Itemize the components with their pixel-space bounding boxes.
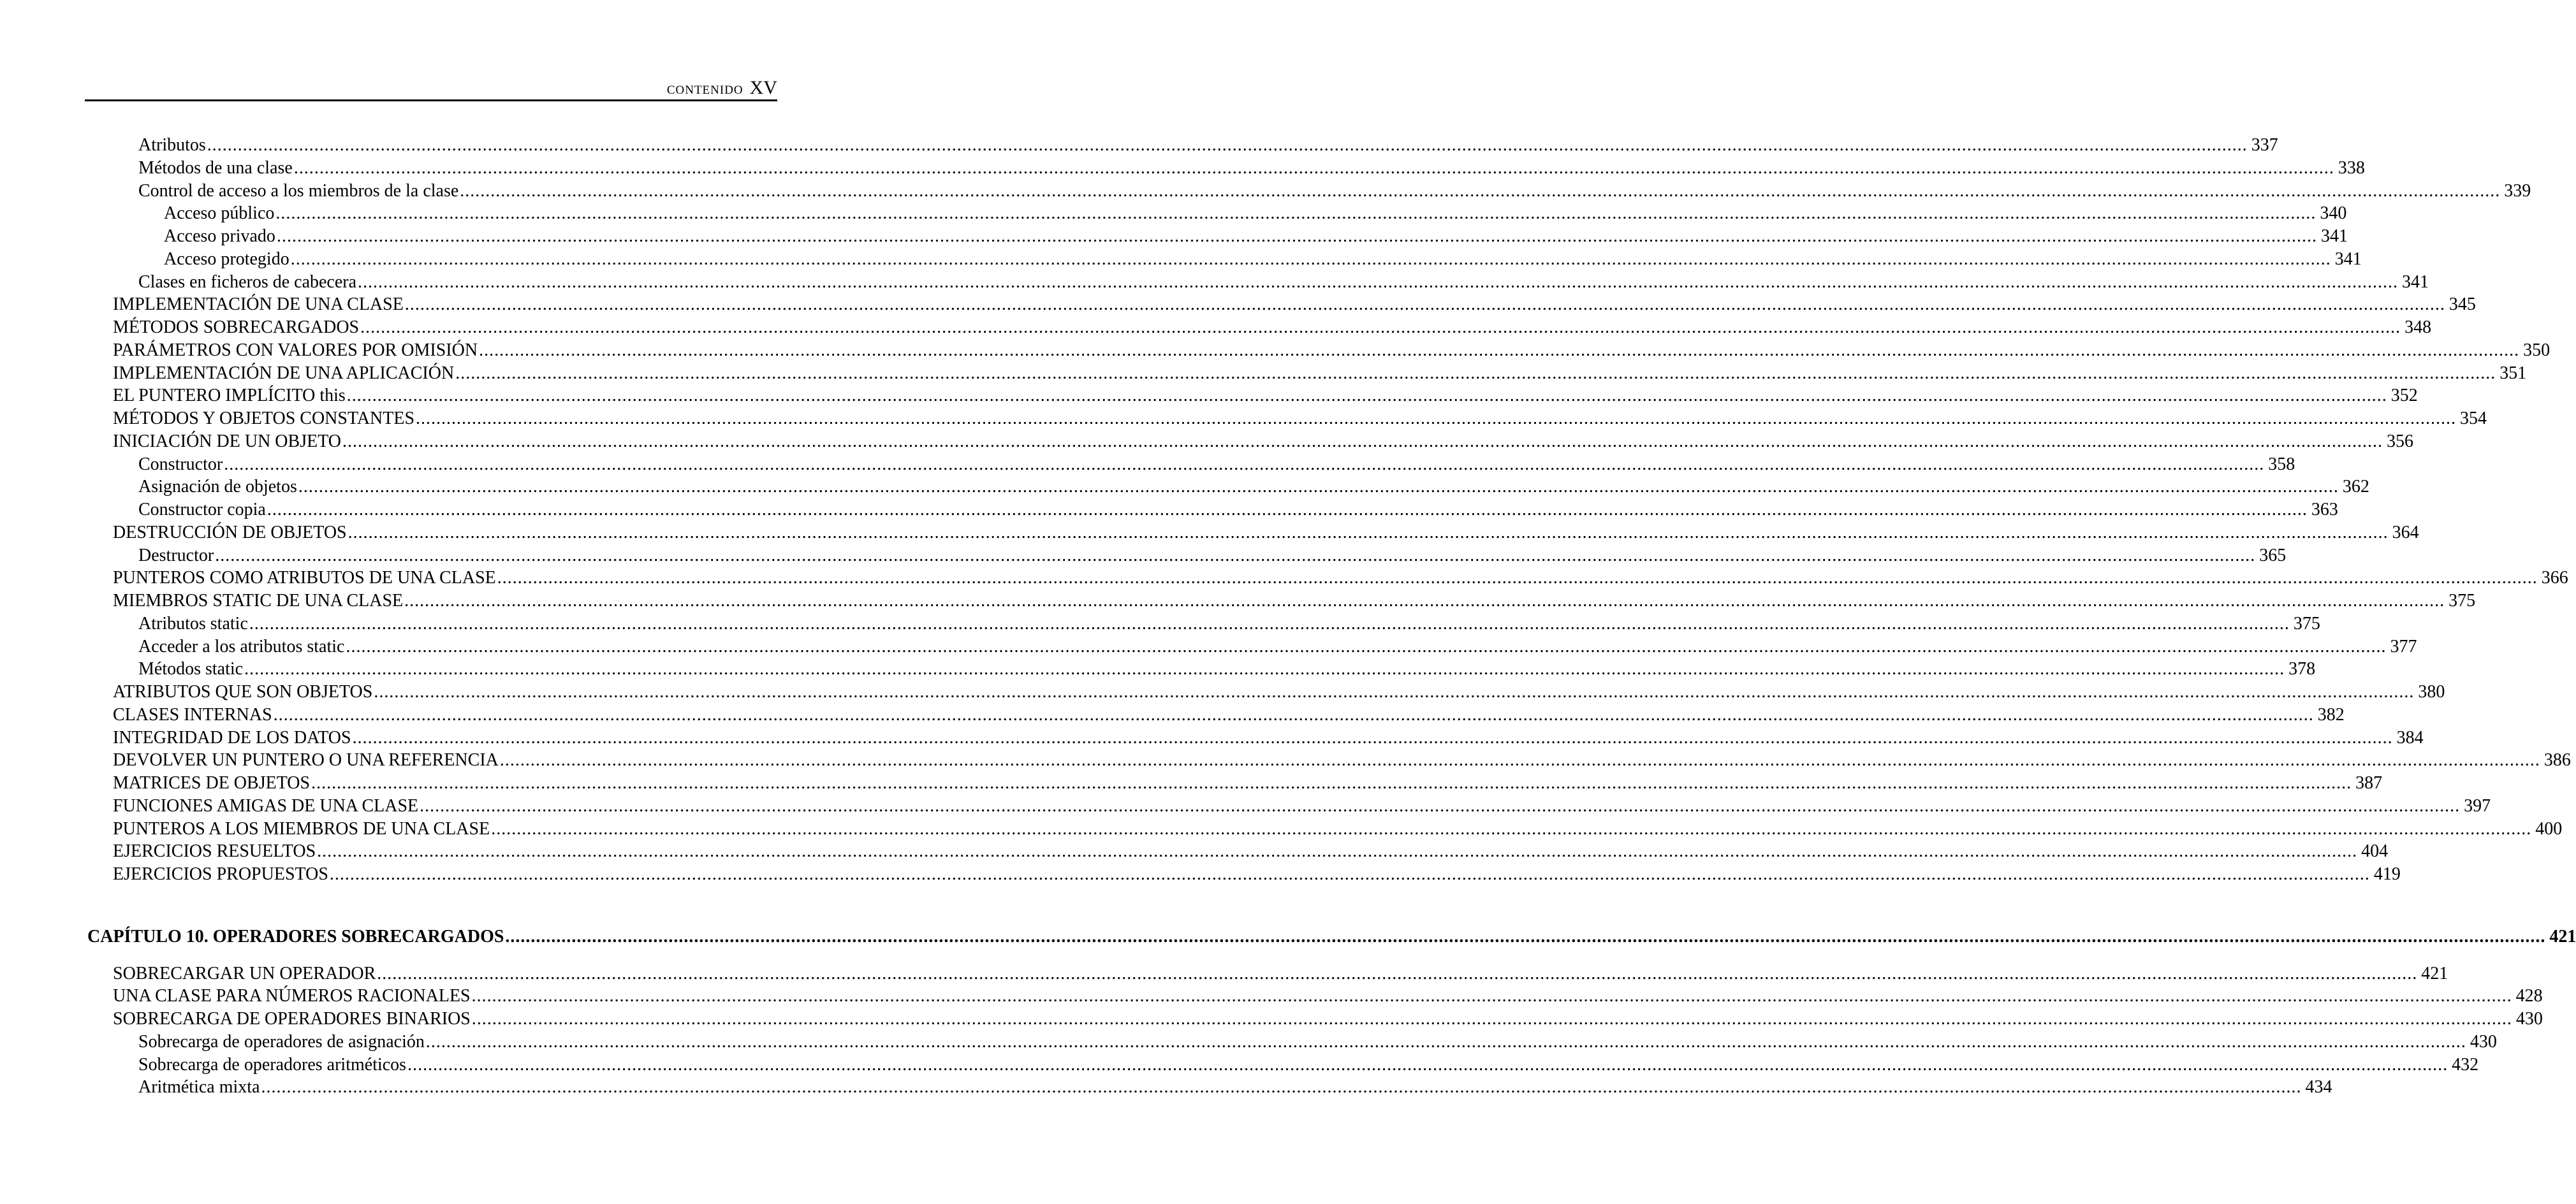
toc-entry-title: MÉTODOS Y OBJETOS CONSTANTES	[113, 409, 415, 428]
toc-entry	[138, 1077, 2332, 1098]
toc-entry	[113, 431, 2414, 453]
toc-leader-dots: ................................................................................................................................................................................................................................................................................................................................................................................................................	[471, 986, 2512, 1006]
toc-entry	[113, 385, 2418, 407]
toc-leader-dots: ................................................................................................................................................................................................................................................................................................................................................................................................................	[499, 750, 2540, 771]
toc-leader-dots: ................................................................................................................................................................................................................................................................................................................................................................................................................	[215, 545, 2256, 565]
toc-leader-dots: ................................................................................................................................................................................................................................................................................................................................................................................................................	[455, 363, 2496, 383]
toc-leader-dots: ................................................................................................................................................................................................................................................................................................................................................................................................................	[358, 272, 2399, 292]
toc-leader-dots: ................................................................................................................................................................................................................................................................................................................................................................................................................	[404, 591, 2445, 611]
toc-entry-page: 384	[2396, 727, 2424, 748]
toc-entry-page: 387	[2355, 773, 2383, 793]
toc-entry-page: 363	[2311, 500, 2338, 519]
toc-entry-page: 338	[2338, 157, 2365, 178]
toc-entry-title: MÉTODOS SOBRECARGADOS	[113, 317, 360, 337]
toc-entry-title: PUNTEROS A LOS MIEMBROS DE UNA CLASE	[113, 818, 490, 839]
toc-entry-title: Sobrecarga de operadores de asignación	[138, 1031, 425, 1052]
toc-entry-page: 375	[2448, 591, 2476, 611]
toc-entry	[113, 408, 2487, 430]
toc-entry	[138, 476, 2369, 498]
toc-entry-page: 354	[2460, 409, 2487, 428]
toc-entry-page: 365	[2259, 545, 2287, 565]
toc-entry	[113, 864, 2401, 885]
toc-leader-dots: ................................................................................................................................................................................................................................................................................................................................................................................................................	[497, 568, 2538, 588]
toc-leader-dots: ................................................................................................................................................................................................................................................................................................................................................................................................................	[261, 1077, 2302, 1098]
toc-entry-page: 356	[2387, 431, 2414, 451]
toc-entry-page: 345	[2448, 294, 2476, 315]
toc-entry-page: 397	[2464, 795, 2491, 816]
toc-entry	[164, 226, 2348, 247]
toc-entry-title: Aritmética mixta	[138, 1077, 260, 1098]
running-header-label: CONTENIDO	[666, 83, 743, 97]
toc-entry	[138, 545, 2287, 567]
toc-entry	[113, 818, 2563, 840]
toc-leader-dots: ................................................................................................................................................................................................................................................................................................................................................................................................................	[505, 926, 2546, 947]
toc-entry-page: 337	[2251, 135, 2278, 155]
toc-entry-title: Métodos de una clase	[138, 157, 293, 178]
toc-entry-page: 348	[2404, 317, 2432, 337]
toc-entry-page: 421	[2549, 926, 2576, 947]
toc-leader-dots: ................................................................................................................................................................................................................................................................................................................................................................................................................	[290, 249, 2331, 269]
toc-entry-page: 352	[2390, 386, 2418, 406]
toc-entry-title: Acceso protegido	[164, 249, 289, 269]
toc-entry-title: PARÁMETROS CON VALORES POR OMISIÓN	[113, 340, 478, 360]
toc-entry-page: 386	[2543, 750, 2571, 771]
toc-entry	[113, 317, 2432, 338]
toc-entry-title: Control de acceso a los miembros de la clase	[138, 180, 459, 201]
toc-entry-page: 341	[2320, 226, 2348, 246]
toc-leader-dots: ................................................................................................................................................................................................................................................................................................................................................................................................................	[377, 963, 2418, 983]
toc-entry-page: 419	[2373, 864, 2401, 884]
toc-entry-title: CLASES INTERNAS	[113, 704, 272, 725]
toc-entry-page: 377	[2390, 636, 2417, 656]
toc-leader-dots: ................................................................................................................................................................................................................................................................................................................................................................................................................	[293, 157, 2334, 178]
toc-leader-dots: ................................................................................................................................................................................................................................................................................................................................................................................................................	[329, 864, 2370, 884]
toc-entry	[113, 522, 2419, 544]
toc-entry	[113, 681, 2445, 703]
toc-entry	[113, 704, 2345, 726]
toc-entry	[113, 795, 2491, 817]
toc-entry	[138, 658, 2316, 680]
toc-leader-dots: ................................................................................................................................................................................................................................................................................................................................................................................................................	[479, 340, 2520, 360]
toc-entry	[138, 134, 2278, 156]
toc-entry	[113, 363, 2527, 384]
toc-leader-dots: ................................................................................................................................................................................................................................................................................................................................................................................................................	[342, 431, 2383, 451]
toc-entry	[138, 1054, 2479, 1076]
toc-leader-dots: ................................................................................................................................................................................................................................................................................................................................................................................................................	[273, 704, 2314, 725]
toc-entry-title: Constructor	[138, 454, 223, 474]
toc-leader-dots: ................................................................................................................................................................................................................................................................................................................................................................................................................	[207, 135, 2248, 155]
toc-entry	[113, 963, 2448, 985]
toc-entry	[113, 567, 2568, 589]
toc-entry-page: 358	[2268, 454, 2295, 474]
toc-entry	[138, 636, 2417, 658]
toc-entry-title: EJERCICIOS PROPUESTOS	[113, 864, 328, 884]
toc-entry	[113, 590, 2476, 612]
toc-entry-title: SOBRECARGAR UN OPERADOR	[113, 963, 376, 983]
toc-entry	[138, 272, 2429, 293]
toc-entry	[113, 772, 2383, 794]
toc-entry-title: FUNCIONES AMIGAS DE UNA CLASE	[113, 795, 419, 816]
toc-entry	[138, 180, 2531, 202]
toc-leader-dots: ................................................................................................................................................................................................................................................................................................................................................................................................................	[374, 682, 2415, 702]
toc-entry-page: 341	[2402, 272, 2429, 292]
toc-chapter-entry	[87, 926, 2576, 948]
toc-entry-page: 432	[2452, 1054, 2479, 1075]
toc-entry-title: MATRICES DE OBJETOS	[113, 773, 311, 793]
toc-entry-page: 421	[2421, 963, 2448, 983]
toc-entry-page: 351	[2499, 363, 2527, 383]
toc-entry-page: 366	[2541, 568, 2568, 588]
toc-entry-title: DEVOLVER UN PUNTERO O UNA REFERENCIA	[113, 750, 499, 771]
toc-entry-page: 339	[2504, 180, 2531, 201]
toc-entry-title: PUNTEROS COMO ATRIBUTOS DE UNA CLASE	[113, 568, 496, 588]
toc-entry-title: EJERCICIOS RESUELTOS	[113, 841, 316, 862]
page-number: XV	[749, 77, 777, 98]
toc-entry	[113, 294, 2476, 316]
toc-entry-title: UNA CLASE PARA NÚMEROS RACIONALES	[113, 986, 471, 1006]
toc-leader-dots: ................................................................................................................................................................................................................................................................................................................................................................................................................	[425, 1031, 2466, 1052]
toc-entry-title: INTEGRIDAD DE LOS DATOS	[113, 727, 351, 748]
toc-entry-title: INICIACIÓN DE UN OBJETO	[113, 431, 342, 451]
toc-entry	[113, 340, 2550, 361]
toc-entry-title: EL PUNTERO IMPLÍCITO this	[113, 386, 346, 406]
toc-entry	[164, 249, 2362, 270]
toc-entry-page: 340	[2320, 203, 2347, 224]
toc-entry-title: IMPLEMENTACIÓN DE UNA APLICACIÓN	[113, 363, 455, 383]
toc-leader-dots: ................................................................................................................................................................................................................................................................................................................................................................................................................	[420, 795, 2461, 816]
toc-entry	[138, 454, 2295, 475]
toc-entry-page: 434	[2305, 1077, 2332, 1098]
toc-leader-dots: ................................................................................................................................................................................................................................................................................................................................................................................................................	[407, 1054, 2448, 1075]
toc-entry	[138, 613, 2320, 635]
toc-leader-dots: ................................................................................................................................................................................................................................................................................................................................................................................................................	[460, 180, 2501, 201]
toc-leader-dots: ................................................................................................................................................................................................................................................................................................................................................................................................................	[311, 773, 2352, 793]
toc-entry-page: 428	[2515, 986, 2543, 1006]
toc-entry-title: Acceder a los atributos static	[138, 636, 345, 656]
toc-leader-dots: ................................................................................................................................................................................................................................................................................................................................................................................................................	[276, 226, 2317, 246]
toc-entry-title: Acceso público	[164, 203, 275, 224]
toc-entry	[113, 727, 2424, 749]
toc-leader-dots: ................................................................................................................................................................................................................................................................................................................................................................................................................	[267, 500, 2308, 519]
toc-entry-page: 350	[2523, 340, 2550, 360]
toc-leader-dots: ................................................................................................................................................................................................................................................................................................................................................................................................................	[348, 522, 2389, 542]
toc-entry-title: Asignación de objetos	[138, 477, 297, 497]
toc-entry-title: Sobrecarga de operadores aritméticos	[138, 1054, 407, 1075]
toc-entry	[113, 841, 2389, 862]
toc-entry	[113, 750, 2571, 771]
toc-entry-page: 362	[2342, 477, 2369, 497]
running-header	[85, 75, 777, 101]
toc-entry-title: Atributos static	[138, 613, 248, 634]
toc-entry-title: CAPÍTULO 10. OPERADORES SOBRECARGADOS	[87, 926, 504, 947]
toc-leader-dots: ................................................................................................................................................................................................................................................................................................................................................................................................................	[346, 636, 2387, 656]
toc-entry-title: Destructor	[138, 545, 214, 565]
toc-entry-title: ATRIBUTOS QUE SON OBJETOS	[113, 682, 373, 702]
toc-entry-title: Métodos static	[138, 659, 244, 679]
toc-leader-dots: ................................................................................................................................................................................................................................................................................................................................................................................................................	[471, 1009, 2512, 1029]
toc-entry-title: SOBRECARGA DE OPERADORES BINARIOS	[113, 1009, 471, 1029]
toc-leader-dots: ................................................................................................................................................................................................................................................................................................................................................................................................................	[416, 409, 2457, 428]
header-rule	[85, 99, 777, 101]
toc-entry	[138, 499, 2338, 521]
toc-leader-dots: ................................................................................................................................................................................................................................................................................................................................................................................................................	[224, 454, 2265, 474]
toc-entry-title: Atributos	[138, 135, 206, 155]
toc-entry-page: 341	[2334, 249, 2362, 269]
toc-entry-page: 430	[2470, 1031, 2497, 1052]
toc-entry-title: MIEMBROS STATIC DE UNA CLASE	[113, 591, 404, 611]
toc-leader-dots: ................................................................................................................................................................................................................................................................................................................................................................................................................	[317, 841, 2358, 862]
toc-entry-title: IMPLEMENTACIÓN DE UNA CLASE	[113, 294, 404, 315]
toc-leader-dots: ................................................................................................................................................................................................................................................................................................................................................................................................................	[298, 477, 2339, 497]
toc-entry-page: 364	[2392, 522, 2419, 542]
toc-leader-dots: ................................................................................................................................................................................................................................................................................................................................................................................................................	[244, 659, 2285, 679]
toc-entry-page: 375	[2293, 613, 2320, 634]
toc-entry-title: Clases en ficheros de cabecera	[138, 272, 357, 292]
toc-entry-page: 378	[2288, 659, 2316, 679]
toc-leader-dots: ................................................................................................................................................................................................................................................................................................................................................................................................................	[352, 727, 2393, 748]
toc-leader-dots: ................................................................................................................................................................................................................................................................................................................................................................................................................	[491, 818, 2532, 839]
toc-entry-title: Acceso privado	[164, 226, 275, 246]
toc-entry-page: 430	[2515, 1009, 2543, 1029]
toc-entry	[164, 203, 2347, 224]
toc-entry	[138, 157, 2365, 179]
toc-leader-dots: ................................................................................................................................................................................................................................................................................................................................................................................................................	[249, 613, 2290, 634]
toc-leader-dots: ................................................................................................................................................................................................................................................................................................................................................................................................................	[275, 203, 2316, 224]
toc-entry	[138, 1031, 2497, 1053]
toc-entry-title: DESTRUCCIÓN DE OBJETOS	[113, 522, 347, 542]
toc-entry-page: 404	[2361, 841, 2389, 862]
toc-entry	[113, 985, 2543, 1007]
toc-entry-page: 380	[2418, 682, 2445, 702]
toc-entry-page: 400	[2535, 818, 2563, 839]
toc-entry-page: 382	[2317, 704, 2345, 725]
toc-leader-dots: ................................................................................................................................................................................................................................................................................................................................................................................................................	[346, 386, 2387, 406]
toc-leader-dots: ................................................................................................................................................................................................................................................................................................................................................................................................................	[404, 294, 2445, 315]
toc-entry	[113, 1008, 2543, 1030]
toc-entry-title: Constructor copia	[138, 500, 266, 519]
toc-leader-dots: ................................................................................................................................................................................................................................................................................................................................................................................................................	[360, 317, 2401, 337]
